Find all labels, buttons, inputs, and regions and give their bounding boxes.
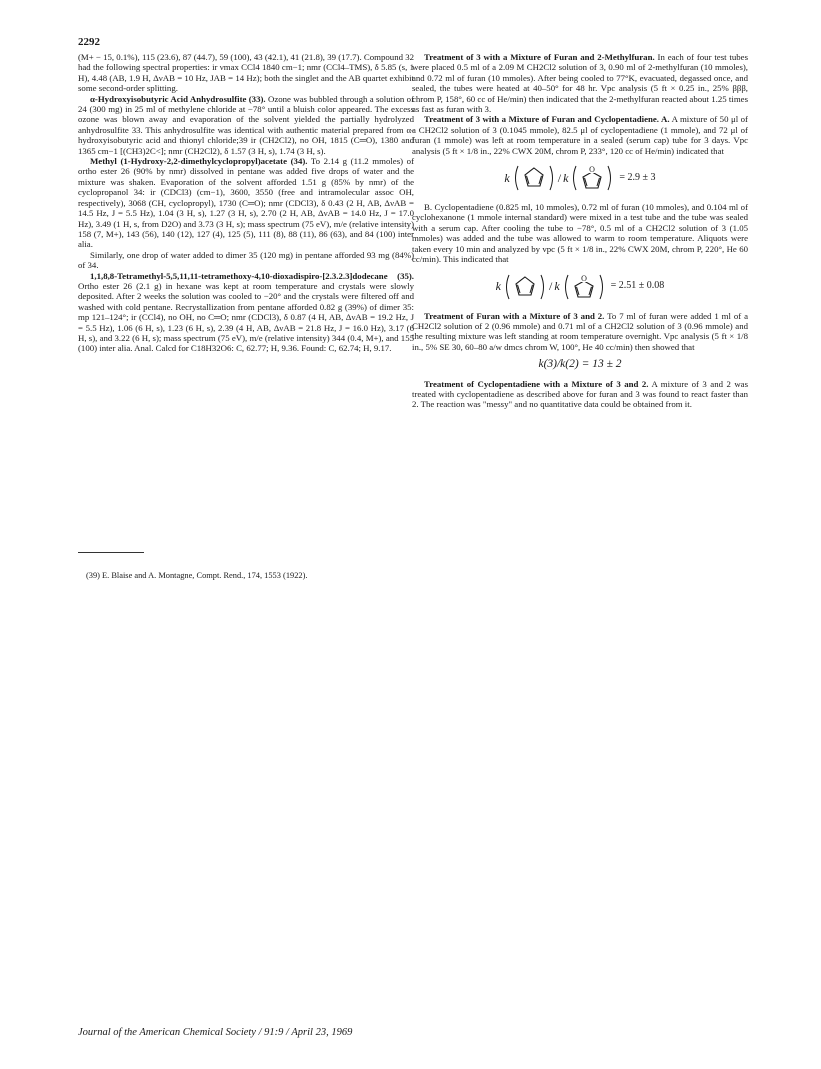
cyclopentadiene-structure-icon xyxy=(512,163,556,193)
paragraph xyxy=(412,52,748,114)
paragraph xyxy=(412,311,748,353)
rate-constant-symbol: k xyxy=(504,170,510,185)
rate-ratio-equation-cyclopentadiene-furan xyxy=(412,272,748,302)
paragraph-text: To 2.14 g (11.2 mmoles) of ortho ester 26 (90% by nmr) dissolved in pentane was added five drops of water and the mixture was shaken. Evaporation of the solvent afforded 1.51 g (85% by nmr) of the cyclopropanol 34: ir (CDCl3) (cm−1), 3600, 3550 (free and intramolecular assoc OH, respectively), 3068 (CH, cyclopropyl), 1730 (C═O); nmr (CDCl3), δ 0.43 (2 H, AB, ΔνAB = 14.5 Hz, J = 5.5 Hz), 1.04 (3 H, s), 1.27 (3 H, s), 2.70 (2 H, AB, ΔνAB = 14.0 Hz, J = 17.0 Hz), 3.49 (1 H, s, from D2O) and 3.73 (3 H, s); mass spectrum (75 eV), m/e (relative intensity) 158 (7, M+), 143 (56), 140 (12), 127 (4), 125 (5), 111 (8), 88 (11), 86 (63), and 84 (100) inter alia. xyxy=(78,156,414,250)
section-heading: Treatment of Cyclopentadiene with a Mixture of 3 and 2. xyxy=(424,378,649,389)
footnote-divider xyxy=(78,552,144,553)
section-heading: Methyl (1-Hydroxy-2,2-dimethylcyclopropyl)acetate (34). xyxy=(90,156,308,167)
furan-structure-icon xyxy=(562,272,606,302)
paragraph-text: A mixture of 3 and 2 was treated with cyclopentadiene as described above for furan and 3 was found to react faster than 2. The reaction was "messy" and no quantitative data could be obtained from it. xyxy=(412,378,749,410)
rate-constant-symbol: k xyxy=(495,279,501,294)
paragraph: (M+ − 15, 0.1%), 115 (23.6), 87 (44.7), 59 (100), 43 (42.1), 41 (21.8), 39 (17.7). Compound 32 had the following spectral properties: ir νmax CCl4 1840 cm−1; nmr (CCl4–TMS), δ 5.85 (s, 1 H), 4.48 (AB, 1.9 H, ΔνAB = 10 Hz, JAB = 14 Hz); both the singlet and the AB quartet exhibit some second-order splitting. xyxy=(78,52,414,94)
paragraph-text: Ortho ester 26 (2.1 g) in hexane was kept at room temperature and crystals were slowly deposited. After 2 weeks the solution was cooled to −20° and the crystals were filtered off and washed with cold pentane. Recrystallization from pentane afforded 0.82 g (39%) of dimer 35: mp 121–124°; ir (CCl4), no OH, no C═O; nmr (CDCl3), δ 0.87 (4 H, AB, ΔνAB = 19.2 Hz, J = 5.5 Hz), 1.06 (6 H, s), 1.23 (6 H, s), 2.39 (4 H, AB, ΔνAB = 21.8 Hz, J = 16.0 Hz), 3.17 (6 H, s), and 3.22 (6 H, s); mass spectrum (75 eV), m/e (relative intensity) 344 (0.4, M+), and 155 (100) inter alia. Anal. Calcd for C18H32O6: C, 62.77; H, 9.36. Found: C, 62.74; H, 9.17. xyxy=(78,280,414,354)
journal-footer: Journal of the American Chemical Society / 91:9 / April 23, 1969 xyxy=(78,1027,353,1038)
paragraph: B. Cyclopentadiene (0.825 ml, 10 mmoles), 0.72 ml of furan (10 mmoles), and 0.104 ml of cyclohexanone (1 mmole internal standard) were mixed in a test tube and the tube was sealed with a serum cap. After cooling the tube to −78°, 0.5 ml of a CH2Cl2 solution of 3 (1.05 mmoles) was added and the tube was allowed to warm to room temperature. Aliquots were taken every 10 min and analyzed by vpc (5 ft × 1/8 in., 22% CWX 20M, chrom P, 220°, He 60 cc/min). This indicated that xyxy=(412,202,748,265)
furan-structure-icon xyxy=(570,163,614,193)
left-column xyxy=(78,52,414,354)
equation-value: = 2.51 ± 0.08 xyxy=(610,280,665,292)
equation-value: = 2.9 ± 3 xyxy=(619,171,656,183)
section-heading: α-Hydroxyisobutyric Acid Anhydrosulfite (33). xyxy=(90,93,266,104)
paragraph-text: A mixture of 50 μl of a CH2Cl2 solution of 3 (0.1045 mmole), 82.5 μl of cyclopentadiene (1 mmole), and 72 μl of furan (1 mmole) was left at room temperature in a sealed (serum cap) tube for 3 days. Vpc analysis (5 ft × 1/8 in., 22% CWX 20M, chrom P, 233°, 120 cc of He/min) indicated that xyxy=(412,114,748,156)
furan-oxygen-label: O xyxy=(589,165,596,175)
paragraph-text: Ozone was bubbled through a solution of 24 (300 mg) in 25 ml of methylene chloride at −78° until a bluish color appeared. The excess ozone was blown away and evaporation of the solvent yielded the partially hydrolyzed anhydrosulfite 33. This anhydrosulfite was identical with authentic material prepared from α-hydroxyisobutyric acid and thionyl chloride;39 ir (CH2Cl2), no OH, 1815 (C═O), 1380 and 1365 cm−1 [(CH3)2C<]; nmr (CH2Cl2), δ 1.57 (3 H, s), 1.74 (3 H, s). xyxy=(78,93,414,156)
paragraph xyxy=(78,94,414,156)
paragraph-text: In each of four test tubes were placed 0.5 ml of a 2.09 M CH2Cl2 solution of 3, 0.90 ml of 2-methylfuran (10 mmoles), and 0.72 ml of furan (10 mmoles). After being cooled to 77°K, evacuated, degassed once, and sealed, the tubes were heated at 40–50° for 48 hr. Vpc analysis (5 ft × 0.25 in., 25% βββ, chrom P, 158°, 60 cc of He/min) then indicated that the 2-methylfuran reacted about 1.25 times as fast as furan with 3. xyxy=(412,52,748,115)
section-heading: Treatment of 3 with a Mixture of Furan and Cyclopentadiene. A. xyxy=(424,114,670,125)
rate-constant-symbol: k xyxy=(563,170,569,185)
paragraph xyxy=(78,156,414,250)
rate-ratio-equation-3-vs-2: k(3)/k(2) = 13 ± 2 xyxy=(538,358,622,371)
section-heading: Treatment of 3 with a Mixture of Furan and 2-Methylfuran. xyxy=(424,52,655,62)
furan-oxygen-label: O xyxy=(580,273,587,283)
paragraph: Similarly, one drop of water added to dimer 35 (120 mg) in pentane afforded 93 mg (84%) of 34. xyxy=(78,249,414,271)
page-number: 2292 xyxy=(78,36,100,48)
section-heading: Treatment of Furan with a Mixture of 3 and 2. xyxy=(424,310,605,321)
rate-ratio-equation-cyclopentadiene-furan xyxy=(412,163,748,193)
paragraph xyxy=(78,271,414,354)
cyclopentadiene-structure-icon xyxy=(503,272,547,302)
paragraph xyxy=(412,114,748,156)
division-slash-icon: / xyxy=(557,170,562,185)
division-slash-icon: / xyxy=(549,279,553,294)
section-heading: 1,1,8,8-Tetramethyl-5,5,11,11-tetramethoxy-4,10-dioxadispiro-[2.3.2.3]dodecane (35). xyxy=(90,270,414,281)
right-column xyxy=(412,52,748,410)
rate-constant-symbol: k xyxy=(554,279,560,294)
paragraph xyxy=(412,379,748,410)
footnote: (39) E. Blaise and A. Montagne, Compt. Rend., 174, 1553 (1922). xyxy=(86,571,308,580)
paragraph-text: To 7 ml of furan were added 1 ml of a CH2Cl2 solution of 2 (0.96 mmole) and 0.71 ml of a CH2Cl2 solution of 3 (0.96 mmole) and the resulting mixture was left standing at room temperature overnight. Vpc analysis (5 ft × 1/8 in., 5% SE 30, 60–80 a/w dmcs chrom W, 100°, He 40 cc/min) then showed that xyxy=(412,310,748,352)
